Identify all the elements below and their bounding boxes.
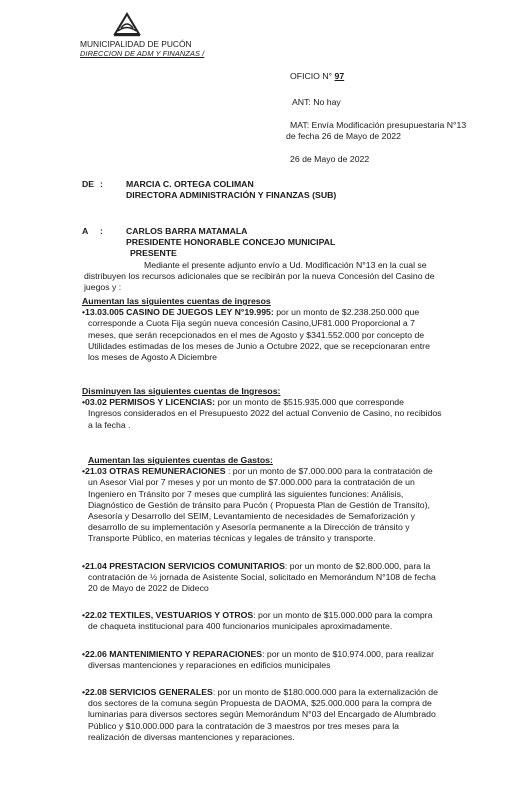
to-presente: PRESENTE [130, 248, 177, 259]
bullet: • [82, 687, 86, 698]
item-line: Transporte Público, en materias técnicas y legales de tránsito y transporte. [88, 533, 376, 544]
to-name: CARLOS BARRA MATAMALA [126, 226, 248, 236]
item-text: : por un monto de $7.000.000 para la contratación de [225, 466, 433, 477]
item-line: los meses de Agosto A Diciembre [88, 352, 217, 363]
item-heading: 21.03 OTRAS REMUNERACIONES [85, 466, 226, 477]
intro-line-3: juegos y : [84, 282, 122, 293]
from-title: DIRECTORA ADMINISTRACIÓN Y FINANZAS (SUB) [126, 190, 337, 201]
item-heading: 22.02 TEXTILES, VESTUARIOS Y OTROS [85, 610, 254, 621]
org-name: MUNICIPALIDAD DE PUCÓN [80, 39, 192, 49]
list-item [82, 649, 474, 671]
item-text: por un monto de $515.935.000 que corresponde [215, 397, 404, 408]
item-line: luminarias para diversos sectores según Memorándum N°03 del Encargado de Alumbrado [88, 709, 436, 720]
organization-header [80, 39, 204, 59]
ant-line: ANT: No hay [292, 97, 341, 107]
item-text: : por un monto de $15.000.000 para la compra [253, 610, 433, 621]
item-line: diversas mantenciones y reparaciones en edificios municipales [88, 659, 331, 670]
item-heading: 22.08 SERVICIOS GENERALES [85, 687, 213, 698]
list-item [82, 561, 474, 595]
item-heading: 13.03.005 CASINO DE JUEGOS LEY N°19.995: [85, 307, 274, 318]
item-body [82, 318, 474, 363]
item-line: desarrollo de su implementación y Asesoría permanente a la Dirección de tránsito y [88, 522, 410, 533]
section-income-decrease [82, 386, 474, 431]
to-colon: : [100, 226, 103, 236]
item-line: corresponde a Cuota Fija según nueva concesión Casino,UF81.000 Proporcional a 7 [88, 318, 415, 329]
intro-line-1: Mediante el presente adjunto envío a Ud. Modificación N°13 en la cual se [144, 260, 427, 270]
item-line: Diagnóstico de Gestión de tránsito para Pucón ( Propuesta Plan de Gestión de Transito), [88, 499, 430, 510]
item-text: por un monto de $2.238.250.000 que [273, 307, 420, 318]
oficio-prefix: OFICIO N° [290, 71, 333, 81]
list-item [82, 687, 474, 743]
intro-paragraph [84, 260, 470, 294]
bullet: • [82, 466, 86, 477]
item-text: : por un monto de $2.800.000, para la [284, 560, 431, 571]
item-line: Ingresos considerados en el Presupuesto 2022 del actual Convenio de Casino, no recibidos [88, 408, 442, 419]
from-name: MARCIA C. ORTEGA COLIMAN [126, 179, 254, 189]
item-heading: 03.02 PERMISOS Y LICENCIAS: [85, 397, 216, 408]
to-block [82, 226, 462, 260]
item-text: : por un monto de $180.000.000 para la externalización de [212, 687, 438, 698]
section-income-increase [82, 296, 474, 363]
item-line: Público y $10.000.000 para la contratación de 3 maestros por tres meses para la [88, 720, 399, 731]
mat-line-1: MAT: Envía Modificación presupuestaria N°13 [290, 120, 467, 130]
bullet: • [82, 307, 86, 318]
item-heading: 21.04 PRESTACION SERVICIOS COMUNITARIOS [85, 560, 285, 571]
item-line: realización de diversas mantenciones y reparaciones. [88, 731, 295, 742]
item-body [82, 408, 474, 430]
oficio-number: 97 [334, 71, 345, 81]
mat-block [286, 120, 467, 142]
from-colon: : [100, 179, 103, 189]
mat-line-2: de fecha 26 de Mayo de 2022 [286, 131, 401, 142]
item-heading: 22.06 MANTENIMIENTO Y REPARACIONES [85, 648, 263, 659]
section-heading: Aumentan las siguientes cuentas de ingresos [82, 296, 271, 306]
list-item [82, 397, 474, 408]
item-line: Ingeniero en Tránsito por 7 meses que cumplirá las siguientes funciones: Análisis, [88, 488, 404, 499]
item-line: un Asesor Vial por 7 meses y por un monto de $7.000.000 para la contratación de un [88, 477, 415, 488]
bullet: • [82, 648, 86, 659]
item-line: a la fecha . [88, 419, 131, 430]
item-text: : por un monto de $10.974.000, para realizar [262, 648, 434, 659]
document-date: 26 de Mayo de 2022 [290, 154, 370, 164]
item-line: 20 de Mayo de 2022 de Dideco [88, 583, 209, 594]
municipality-logo [112, 10, 142, 38]
item-line: Asesoría y Desarrollo del SEIM, Levantamiento de necesidades de Semaforización y [88, 511, 415, 522]
bullet: • [82, 610, 86, 621]
from-block [82, 179, 462, 201]
list-item [82, 466, 474, 544]
department-name: DIRECCION DE ADM Y FINANZAS / [80, 49, 205, 58]
intro-line-2: distribuyen los recursos adicionales que se recibirán por la nueva Concesión del Casino de [84, 271, 435, 282]
bullet: • [82, 560, 86, 571]
from-label: DE [82, 179, 95, 189]
item-line: contratación de ½ jornada de Asistente Social, solicitado en Memorándum N°108 de fecha [88, 571, 436, 582]
to-title: PRESIDENTE HONORABLE CONCEJO MUNICIPAL [126, 237, 336, 248]
item-line: dos sectores de la comuna según Propuesta de DAOMA, $25.000.000 para la compra de [88, 698, 432, 709]
item-line: meses, que serán recepcionados en el mes de Agosto y $341.552.000 por concepto de [88, 329, 425, 340]
to-label: A [82, 226, 89, 236]
item-line: de chaqueta institucional para 400 funcionarios municipales aproximadamente. [88, 621, 393, 632]
list-item [82, 610, 474, 632]
bullet: • [82, 397, 86, 408]
section-expenses-increase [82, 455, 474, 743]
section-heading: Aumentan las siguientes cuentas de Gastos: [88, 455, 273, 465]
list-item [82, 307, 474, 318]
section-heading: Disminuyen las siguientes cuentas de Ingresos: [82, 386, 281, 396]
item-line: Utilidades estimadas de los meses de Junio a Octubre 2022, que se recepcionaran entre [88, 340, 430, 351]
oficio-line [290, 71, 344, 82]
